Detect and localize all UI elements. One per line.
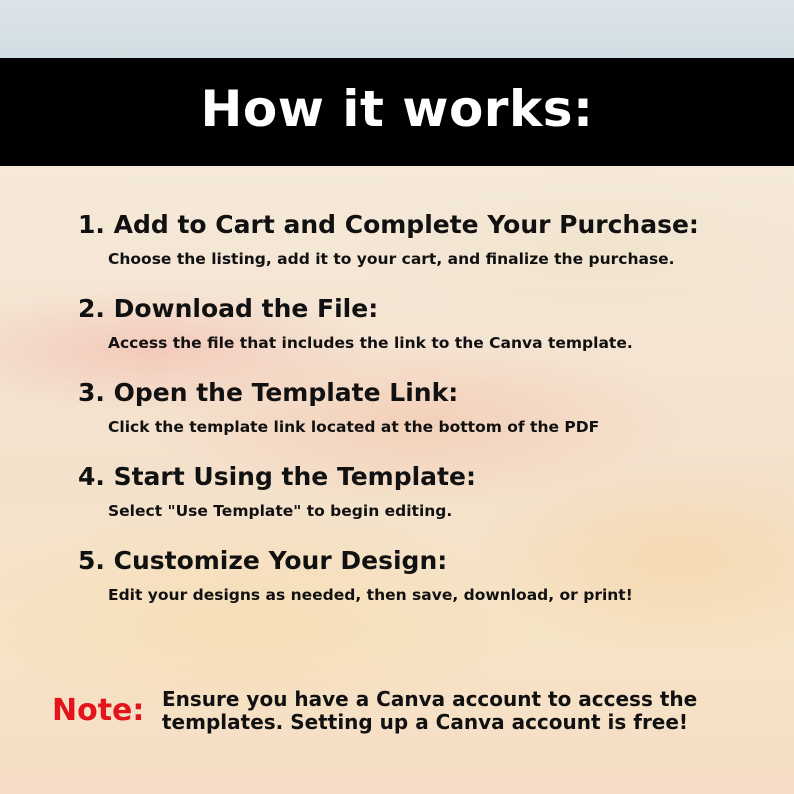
sky-strip <box>0 0 794 60</box>
step-1 <box>78 208 778 292</box>
header-banner <box>0 58 794 166</box>
step-description: Click the template link located at the bottom of the PDF <box>108 418 600 436</box>
step-description: Select "Use Template" to begin editing. <box>108 502 453 520</box>
step-5 <box>78 544 778 628</box>
note-block <box>52 688 772 734</box>
note-line-1: Ensure you have a Canva account to access the <box>162 687 698 711</box>
step-title: 4. Start Using the Template: <box>78 462 476 491</box>
step-description: Edit your designs as needed, then save, download, or print! <box>108 586 633 604</box>
step-title: 2. Download the File: <box>78 294 379 323</box>
note-label: Note: <box>52 693 145 728</box>
note-text <box>162 688 697 734</box>
steps-list <box>78 208 778 628</box>
step-4 <box>78 460 778 544</box>
step-title: 1. Add to Cart and Complete Your Purchase: <box>78 210 699 239</box>
step-3 <box>78 376 778 460</box>
step-description: Choose the listing, add it to your cart, and finalize the purchase. <box>108 250 675 268</box>
step-description: Access the file that includes the link to the Canva template. <box>108 334 633 352</box>
page-title: How it works: <box>200 80 594 138</box>
note-line-2: templates. Setting up a Canva account is free! <box>162 710 689 734</box>
step-title: 3. Open the Template Link: <box>78 378 459 407</box>
step-title: 5. Customize Your Design: <box>78 546 448 575</box>
step-2 <box>78 292 778 376</box>
